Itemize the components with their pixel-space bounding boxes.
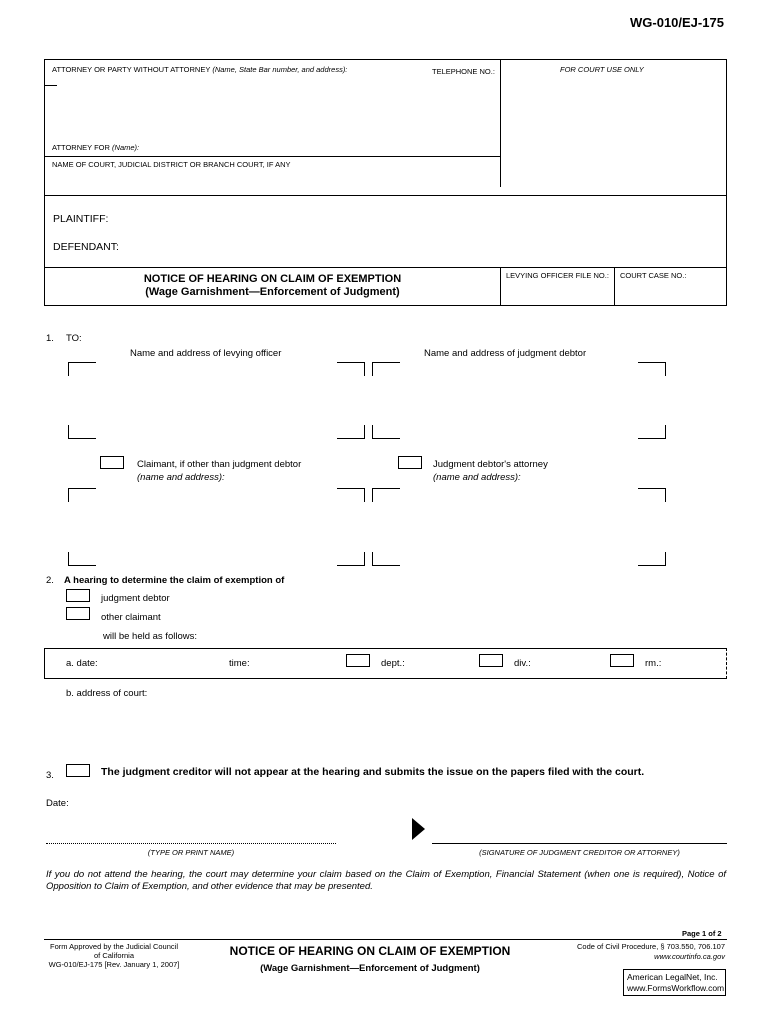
vendor-name: American LegalNet, Inc. xyxy=(627,972,718,982)
date-signed-label: Date: xyxy=(46,798,69,809)
address-corner xyxy=(68,362,96,376)
footer-website[interactable]: www.courtinfo.ca.gov xyxy=(654,952,725,961)
telephone-label: TELEPHONE NO.: xyxy=(432,67,495,76)
judgment-debtor-checkbox[interactable] xyxy=(66,589,90,602)
other-claimant-checkbox[interactable] xyxy=(66,607,90,620)
type-name-label: (TYPE OR PRINT NAME) xyxy=(147,848,235,857)
div-label: div.: xyxy=(514,658,531,669)
address-corner xyxy=(337,552,365,566)
held-as-follows: will be held as follows: xyxy=(103,631,197,642)
section3-text: The judgment creditor will not appear at the hearing and submits the issue on the papers filed with the court. xyxy=(101,766,645,778)
section3-num: 3. xyxy=(46,770,54,781)
plaintiff-label: PLAINTIFF: xyxy=(53,213,109,225)
claimant-checkbox[interactable] xyxy=(100,456,124,469)
caption-title-block xyxy=(44,273,501,299)
section1-num: 1. xyxy=(46,333,54,344)
rm-label: rm.: xyxy=(645,658,662,669)
footer-rule xyxy=(44,939,727,940)
court-name-top-line xyxy=(44,156,501,157)
section1-to-label: TO: xyxy=(66,333,82,344)
debtor-attorney-checkbox[interactable] xyxy=(398,456,422,469)
claimant-hint: (name and address): xyxy=(137,472,225,483)
debtor-attorney-label: Judgment debtor's attorney xyxy=(433,459,548,470)
attorney-for-hint: (Name): xyxy=(112,143,140,152)
page-number: Page 1 of 2 xyxy=(682,929,722,938)
court-address-label: b. address of court: xyxy=(66,688,148,699)
vendor-box xyxy=(623,969,726,996)
sign-here-arrow-icon xyxy=(412,818,426,840)
address-corner xyxy=(638,488,666,502)
caption-subtitle: (Wage Garnishment—Enforcement of Judgment) xyxy=(145,286,400,298)
footer-approval-line3: WG-010/EJ-175 [Rev. January 1, 2007] xyxy=(48,960,180,969)
debtor-attorney-block xyxy=(433,458,548,484)
defendant-label: DEFENDANT: xyxy=(53,241,119,253)
signature-label: (SIGNATURE OF JUDGMENT CREDITOR OR ATTORNEY) xyxy=(479,848,680,857)
time-label: time: xyxy=(229,658,250,669)
footer-approval xyxy=(44,942,184,969)
notice-text: If you do not attend the hearing, the court may determine your claim based on the Claim of Exemption, Financial Statement (when one is required), Notice of Opposition to Claim of Exemption, and other evidence that may be presented. xyxy=(46,869,726,892)
section2-num: 2. xyxy=(46,575,54,586)
attorney-label: ATTORNEY OR PARTY WITHOUT ATTORNEY xyxy=(52,65,211,74)
footer-code: Code of Civil Procedure, § 703.550, 706.107 xyxy=(576,942,725,951)
opt-other-claimant: other claimant xyxy=(101,612,161,623)
claimant-block xyxy=(137,458,301,484)
levying-file-label: LEVYING OFFICER FILE NO.: xyxy=(506,271,609,280)
court-use-label: FOR COURT USE ONLY xyxy=(560,65,644,74)
address-corner xyxy=(372,552,400,566)
levying-officer-label: Name and address of levying officer xyxy=(130,348,282,359)
address-corner xyxy=(638,425,666,439)
parties-bottom-line xyxy=(44,267,727,268)
address-corner xyxy=(68,488,96,502)
no-appearance-checkbox[interactable] xyxy=(66,764,90,777)
section2-heading: A hearing to determine the claim of exemption of xyxy=(64,575,285,586)
judgment-debtor-label: Name and address of judgment debtor xyxy=(424,348,587,359)
court-case-label: COURT CASE NO.: xyxy=(620,271,687,280)
address-corner xyxy=(638,552,666,566)
opt-judgment-debtor: judgment debtor xyxy=(101,593,170,604)
form-id: WG-010/EJ-175 xyxy=(630,15,724,30)
court-name-bottom-line xyxy=(44,195,727,196)
address-corner xyxy=(372,488,400,502)
case-divider xyxy=(614,267,615,306)
address-corner xyxy=(337,488,365,502)
dept-checkbox[interactable] xyxy=(346,654,370,667)
address-corner xyxy=(372,362,400,376)
footer-subtitle: (Wage Garnishment—Enforcement of Judgment) xyxy=(260,963,480,974)
court-name-label: NAME OF COURT, JUDICIAL DISTRICT OR BRANCH COURT, IF ANY xyxy=(52,160,291,169)
signature-line xyxy=(432,843,727,844)
attorney-label-row xyxy=(52,65,347,74)
typed-name-line xyxy=(46,843,336,844)
address-corner xyxy=(337,362,365,376)
footer-title: NOTICE OF HEARING ON CLAIM OF EXEMPTION xyxy=(229,944,511,958)
rm-checkbox[interactable] xyxy=(610,654,634,667)
date-label: a. date: xyxy=(66,658,98,669)
debtor-attorney-hint: (name and address): xyxy=(433,472,521,483)
footer-code-block xyxy=(560,942,725,962)
address-corner xyxy=(638,362,666,376)
div-checkbox[interactable] xyxy=(479,654,503,667)
caption-title: NOTICE OF HEARING ON CLAIM OF EXEMPTION xyxy=(143,273,402,285)
claimant-label: Claimant, if other than judgment debtor xyxy=(137,459,302,470)
caption-divider xyxy=(500,59,501,187)
vendor-website[interactable]: www.FormsWorkflow.com xyxy=(627,983,725,993)
dept-label: dept.: xyxy=(381,658,405,669)
address-corner xyxy=(68,425,96,439)
attorney-hint: (Name, State Bar number, and address): xyxy=(212,65,348,74)
footer-approval-line2: of California xyxy=(93,951,135,960)
attorney-for-label: ATTORNEY FOR xyxy=(52,143,110,152)
caption-frame xyxy=(44,59,727,306)
address-corner xyxy=(68,552,96,566)
attorney-for-row xyxy=(52,143,139,152)
address-corner xyxy=(372,425,400,439)
attorney-entry-mark xyxy=(45,85,57,86)
footer-approval-line1: Form Approved by the Judicial Council xyxy=(50,942,178,951)
address-corner xyxy=(337,425,365,439)
